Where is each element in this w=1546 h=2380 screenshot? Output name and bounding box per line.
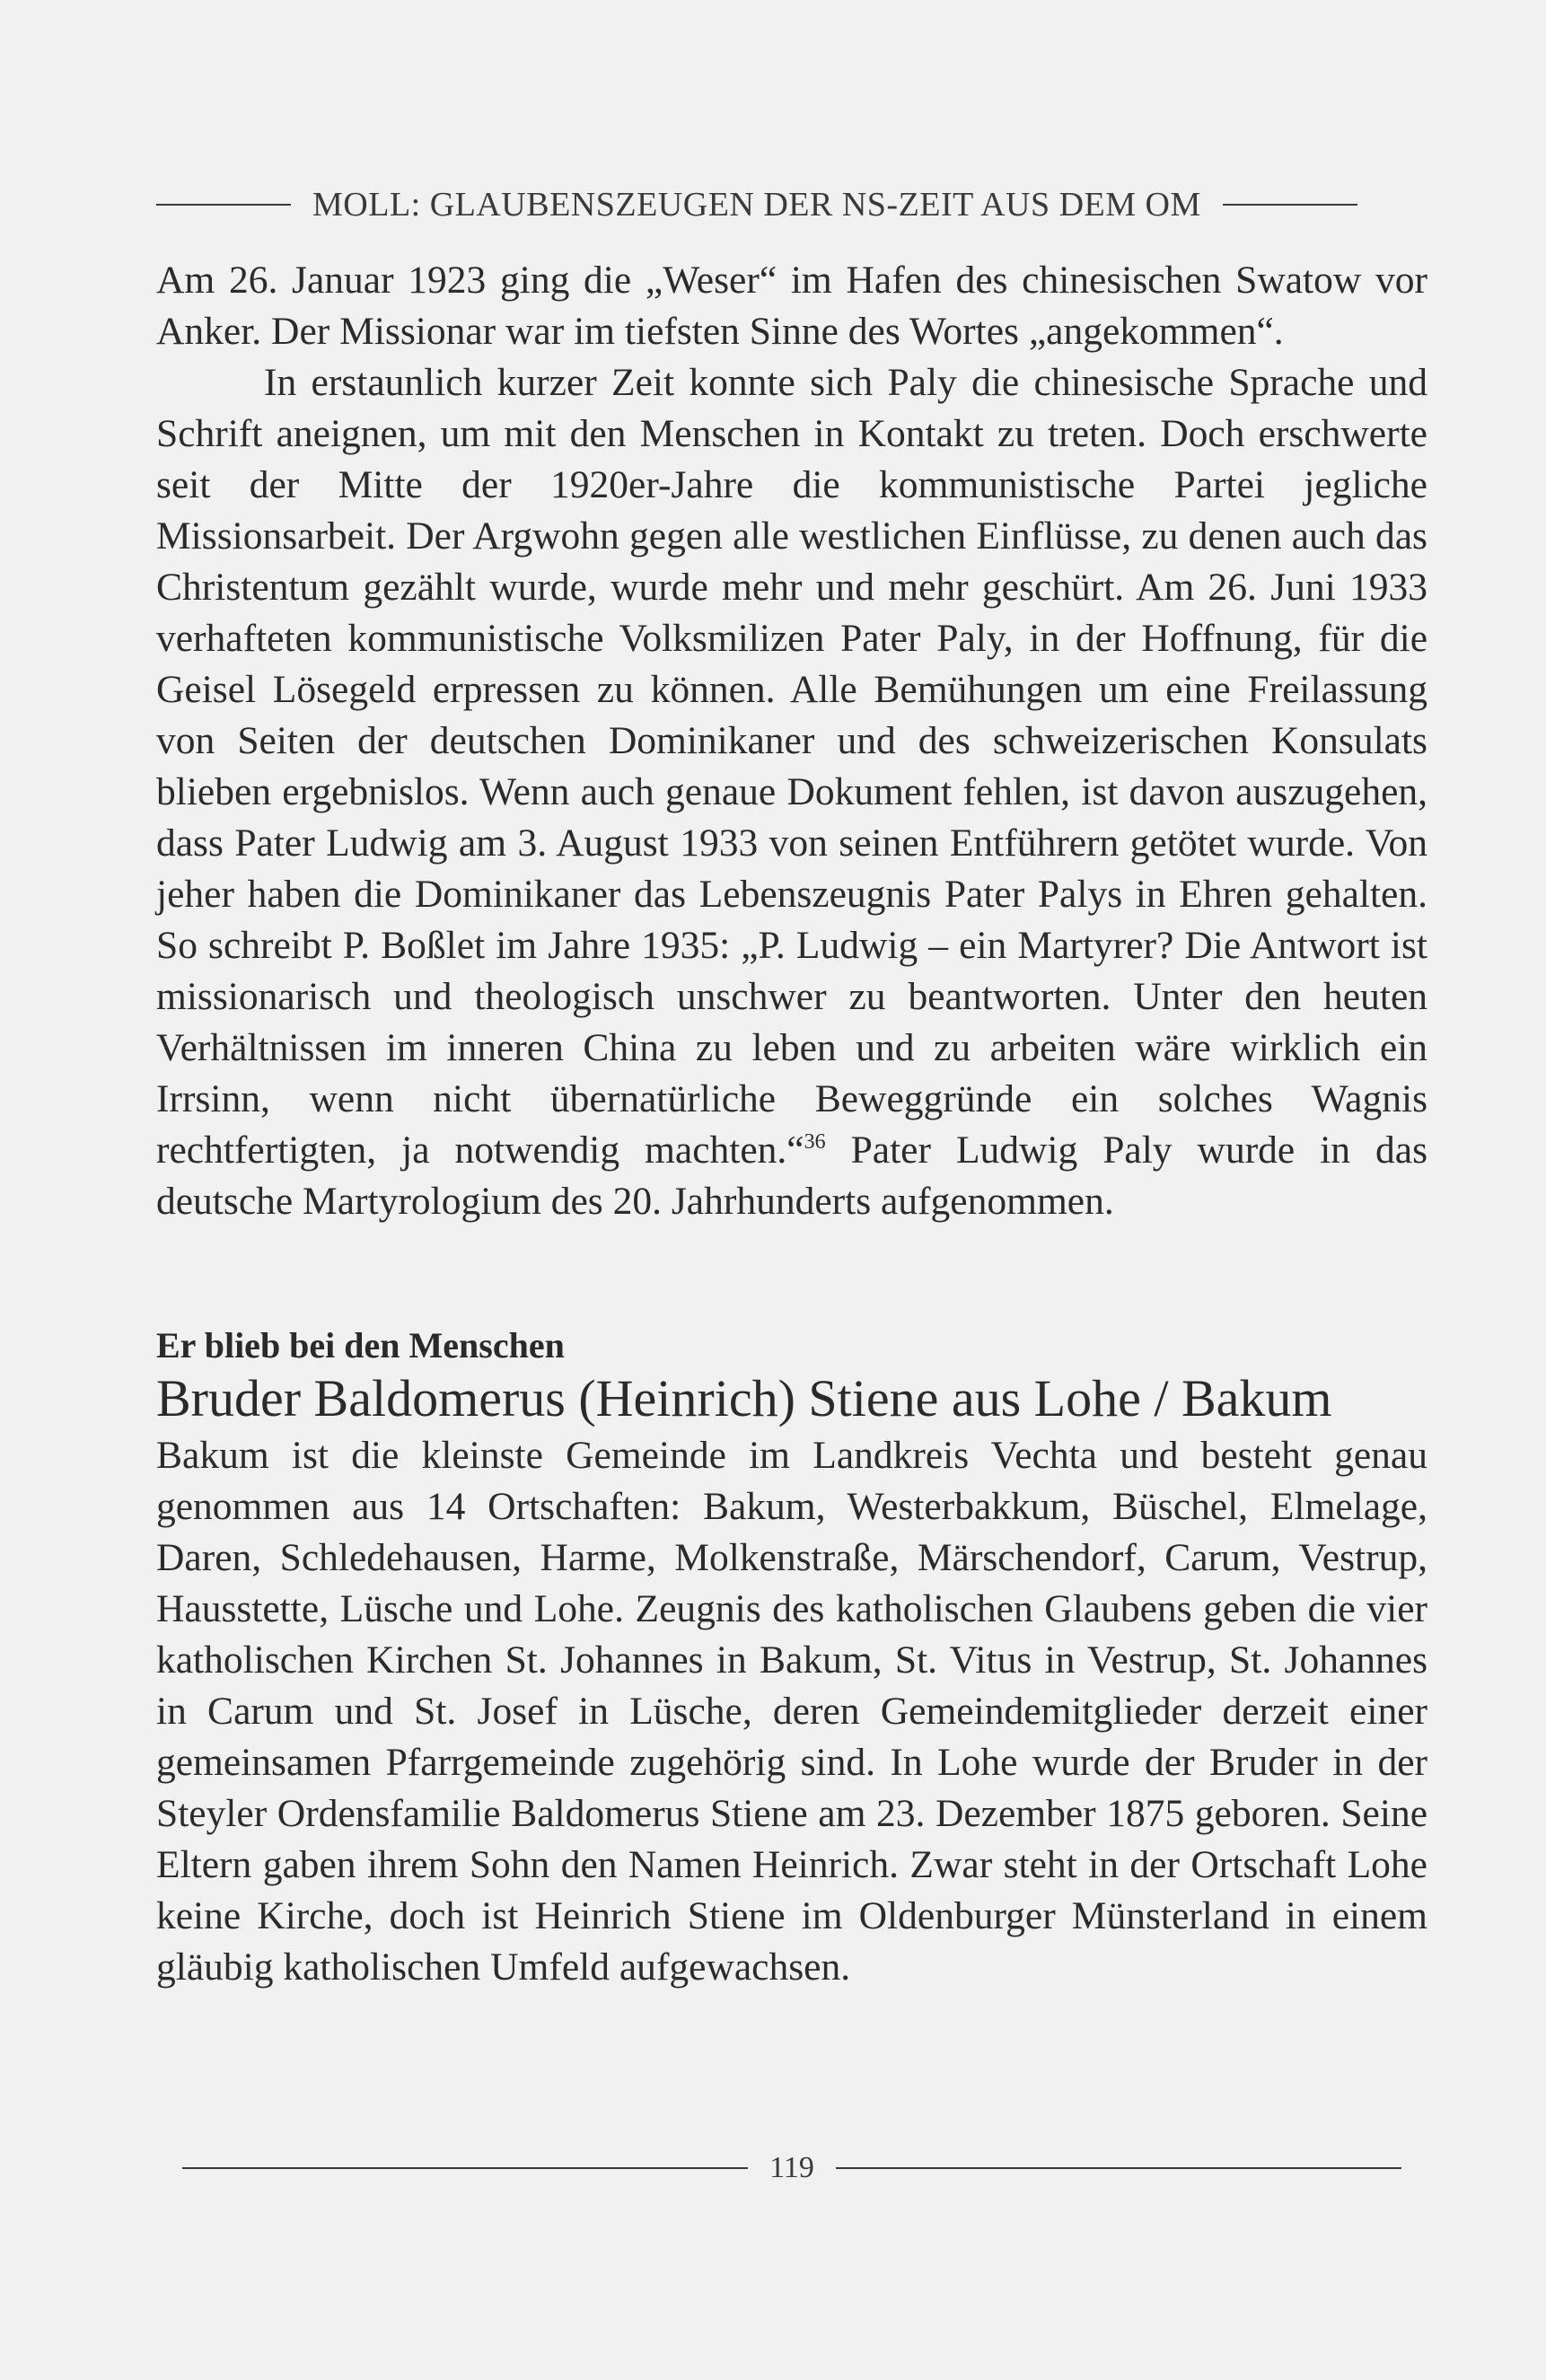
footnote-reference: 36 [804,1130,826,1154]
paragraph-2-text: In erstaunlich kurzer Zeit konnte sich Paly die chinesische Sprache und Schrift aneignen, um mit den Menschen in Kontakt zu treten. Doch erschwerte seit der Mitte der 1920er-Jahre die kommunistische Partei jegliche Missionsarbeit. Der Argwohn gegen alle westlichen Einflüsse, zu denen auch das Christentum gezählt wurde, wurde mehr und mehr geschürt. Am 26. Juni 1933 verhafteten kommunistische Volksmilizen Pater Paly, in der Hoffnung, für die Geisel Lösegeld erpressen zu können. Alle Bemühungen um eine Freilassung von Seiten der deutschen Dominikaner und des schweizerischen Konsulats blieben ergebnislos. Wenn auch genaue Dokument fehlen, ist davon auszugehen, dass Pater Ludwig am 3. August 1933 von seinen Entführern getötet wurde. Von jeher haben die Dominikaner das Lebenszeugnis Pater Palys in Ehren gehalten. So schreibt P. Boßlet im Jahre 1935: „P. Ludwig – ein Martyrer? Die Antwort ist missionarisch und theologisch unschwer zu beantworten. Unter den heuten Verhältnissen im inneren China zu leben und zu arbeiten wäre wirklich ein Irrsinn, wenn nicht übernatürliche Beweggründe ein solches Wagnis rechtfertigten, ja notwendig machten.“ [156,361,1427,1172]
paragraph-1: Am 26. Januar 1923 ging die „Weser“ im Hafen des chinesischen Swatow vor Anker. Der Missionar war im tiefsten Sinne des Wortes „angekommen“. [156,259,1427,353]
main-text [156,255,1427,1227]
section-paragraph: Bakum ist die kleinste Gemeinde im Landkreis Vechta und besteht genau genommen aus 14 Ortschaften: Bakum, Westerbakkum, Büschel, Elmelage, Daren, Schledehausen, Harme, Molkenstraße, Märschendorf, Carum, Vestrup, Hausstette, Lüsche und Lohe. Zeugnis des katholischen Glaubens geben die vier katholischen Kirchen St. Johannes in Bakum, St. Vitus in Vestrup, St. Johannes in Carum und St. Josef in Lüsche, deren Gemeindemitglieder derzeit einer gemeinsamen Pfarrgemeinde zugehörig sind. In Lohe wurde der Bruder in der Steyler Ordensfamilie Baldomerus Stiene am 23. Dezember 1875 geboren. Seine Eltern gaben ihrem Sohn den Namen Heinrich. Zwar steht in der Ortschaft Lohe keine Kirche, doch ist Heinrich Stiene im Oldenburger Münsterland in einem gläubig katholischen Umfeld aufgewachsen. [156,1434,1427,1989]
footer-rule-left [182,2167,748,2169]
paragraph-2 [156,357,1427,1227]
running-title: MOLL: GLAUBENSZEUGEN DER NS-ZEIT AUS DEM OM [312,186,1201,224]
running-header [156,180,1427,230]
page-number: 119 [769,2151,814,2184]
paragraph-2-continuation: Pater Ludwig Paly wurde in das deutsche Martyrologium des 20. Jahrhunderts aufgenommen. [156,1129,1427,1223]
header-rule-left [156,204,291,206]
page-footer [156,2151,1427,2185]
header-rule-right [1223,204,1357,206]
footer-rule-right [836,2167,1401,2169]
section-kicker: Er blieb bei den Menschen [156,1325,565,1366]
book-page [156,180,1427,2244]
section-stiene [156,1322,1427,1993]
section-title: Bruder Baldomerus (Heinrich) Stiene aus Lohe / Bakum [156,1369,1332,1427]
